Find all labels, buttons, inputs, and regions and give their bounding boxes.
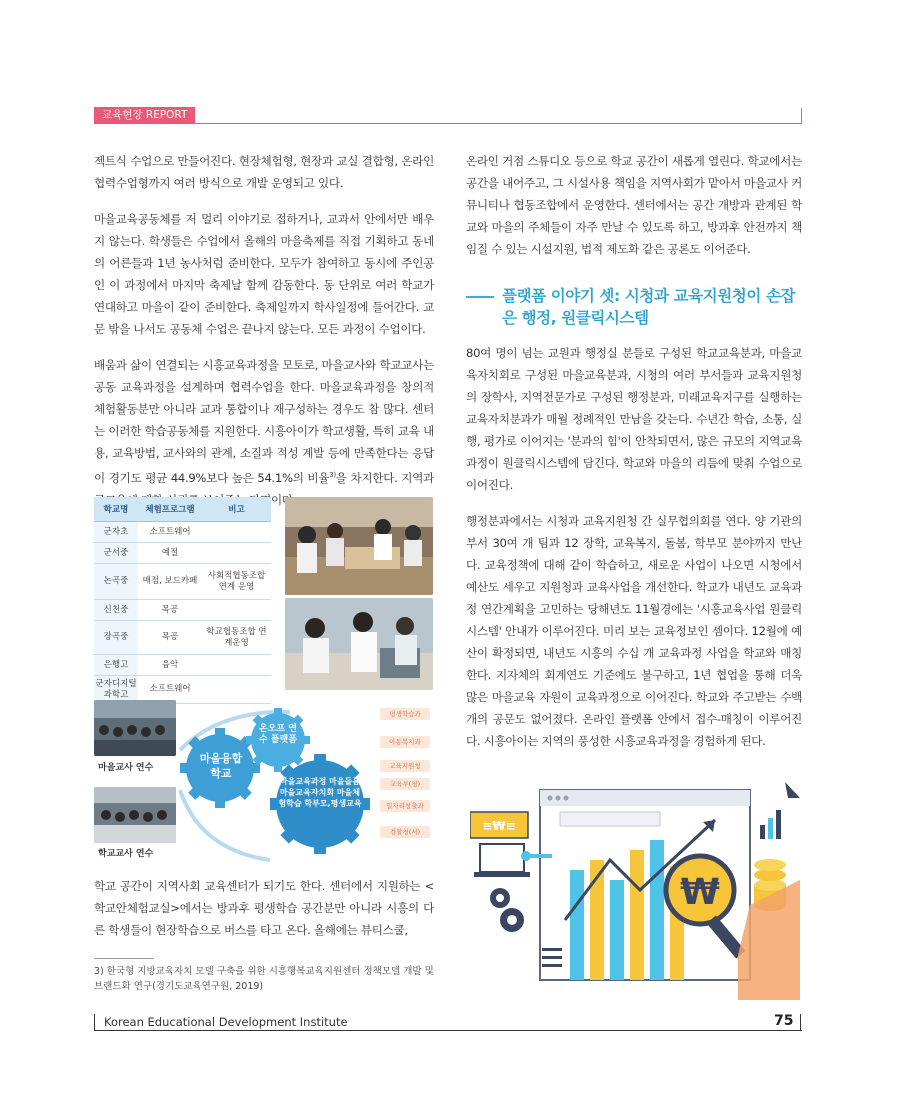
paragraph-text: 배움과 삶이 연결되는 시흥교육과정을 모토로, 마을교사와 학교교사는 공동 교육과정을 설계하며 협력수업을 한다. 마을교육과정을 창의적 체험활동분만 아니라 교과 통합이나 재구성하는 경우도 참 많다. 센터는 이러한 학습공동체를 지원한다. 시흥아이가 학교생활, 특히 교육 내용, 교육방법, 교사와의 관계, 소질과 적성 계발 등에 만족한다는 응답이 경기도 평균 44.9%보다 높은 54.1%의 비율 xyxy=(94,358,434,485)
paragraph: 행정분과에서는 시청과 교육지원청 간 실무협의회를 연다. 양 기관의 부서 30여 개 팀과 12 장학, 교육복지, 돌봄, 학부모 분야까지 만난다. 교육정책에 대해 같이 학습하고, 새로운 사업이 나오면 시청에서 예산도 세우고 지원청과 교육사업을 개선한다. 학교가 내년도 교육과정 연간계획을 고민하는 당해년도 11월경에는 '시흥교육사업 원클릭시스템' 안내가 이루어진다. 미리 보는 교육정보인 셈이다. 12월에 예산이 확정되면, 내년도 시흥의 수십 개 교육과정 사업을 학교와 매칭한다. 지자체의 회계연도 기준에도 불구하고, 1년 협업을 통해 더욱 많은 마을교육 자원이 교육과정으로 이어진다. 학교와 주고받는 수백 개의 공문도 없어졌다. 온라인 플랫폼 안에서 접수-매칭이 이루어진다. 시흥아이는 지역의 풍성한 시흥교육과정을 경험하게 된다. xyxy=(466,514,802,748)
table-row xyxy=(94,543,271,564)
table-row xyxy=(94,600,271,621)
table-cell: 사회적협동조합 연계 운영 xyxy=(202,564,271,600)
paragraph-text-tail: 을 차지한다. 지역과 단면이다. xyxy=(249,470,434,507)
section-title-dash xyxy=(466,296,494,298)
table-cell: 은행고 xyxy=(94,655,138,676)
finance-illustration xyxy=(470,780,810,1010)
gear-bottom-label: 마을교육과정 마을돌봄 마을교육자치회 마을체험학습 학부모,평생교육 xyxy=(278,777,362,808)
program-table xyxy=(94,497,271,704)
table-cell: 음악 xyxy=(138,655,202,676)
table-cell: 군자초 xyxy=(94,522,138,543)
table-cell: 학교협동조합 연계운영 xyxy=(202,621,271,655)
table-cell xyxy=(202,600,271,621)
table-cell xyxy=(202,655,271,676)
village-teacher-caption: 마을교사 연수 xyxy=(98,763,154,773)
agency-tag: 경찰청(서) xyxy=(380,826,430,838)
paragraph: 온라인 거점 스튜디오 등으로 학교 공간이 새롭게 열린다. 학교에서는 공간을 내어주고, 그 시설사용 책임을 지역사회가 맡아서 마을교사 커뮤니티나 협동조합에서 운영한다. 센터에서는 공간 개방과 관계된 학교와 마을의 주체들이 자주 만날 수 있도록 하고, 방과후 안전까지 책임질 수 있는 시설지원, 법적 제도화 같은 공론도 이어준다. xyxy=(466,154,802,256)
table-cell: 목공 xyxy=(138,600,202,621)
table-cell: 매점, 보드카페 xyxy=(138,564,202,600)
gear-icon xyxy=(490,888,524,932)
table-row xyxy=(94,564,271,600)
paragraph: 80여 명이 넘는 교원과 행정실 분들로 구성된 학교교육분과, 마을교육자치회로 구성된 마을교육분과, 시청의 여러 부서들과 교육지원청의 장학사, 지역전문가로 구성된 행정분과, 미래교육지구를 실행하는 교육자치분과가 매월 정례적인 만남을 갖는다. 수년간 학습, 소통, 실행, 평가로 이어지는 '분과의 힘'이 안착되면서, 많은 규모의 지역교육과정이 원클릭시스템에 담긴다. 학교와 마을의 리듬에 맞춰 수업으로 이어진다. xyxy=(466,346,802,492)
paragraph: 학교 공간이 지역사회 교육센터가 되기도 한다. 센터에서 지원하는 <학교안체험교실>에서는 방과후 평생학습 공간분만 아니라 시흥의 다른 학생들이 현장학습으로 버스를 타고 온다. 올해에는 뷰티스쿨, xyxy=(94,879,434,937)
footer-institute: Korean Educational Development Institute xyxy=(104,1015,348,1029)
table-header-cell: 학교명 xyxy=(94,497,138,522)
gear-top-label: 온오프 연수 플랫폼 xyxy=(259,724,297,745)
footer-number-bar xyxy=(800,1014,801,1030)
agency-tag: 평생학습과 xyxy=(380,708,430,720)
footnote: 3) 한국형 지방교육자치 모델 구축을 위한 시흥행복교육지원센터 정책모델 개발 및 브랜드화 연구(경기도교육연구원, 2019) xyxy=(94,966,434,992)
footnote-ref[interactable]: 3) xyxy=(329,471,336,479)
table-cell: 목공 xyxy=(138,621,202,655)
agency-tag: 교육부(청) xyxy=(380,778,430,790)
agency-tag: 아동복지과 xyxy=(380,736,430,748)
page-number: 75 xyxy=(774,1013,794,1029)
section-title-text: 플랫폼 이야기 셋: 시청과 교육지원청이 손잡은 행정, 원클릭시스템 xyxy=(502,287,796,327)
right-column xyxy=(466,150,802,274)
gear-center-label: 마을융합 학교 xyxy=(199,752,243,780)
agency-tag: 교육지원청 xyxy=(380,760,430,772)
left-column xyxy=(94,150,434,525)
table-cell: 군자디지털과학고 xyxy=(94,676,138,704)
footer-bar xyxy=(94,1014,95,1030)
table-row xyxy=(94,522,271,543)
table-cell: 예절 xyxy=(138,543,202,564)
software-photo xyxy=(285,598,433,690)
table-cell: 소프트웨어 xyxy=(138,676,202,704)
header-divider xyxy=(94,123,802,124)
header-divider-tick xyxy=(801,108,802,124)
table-cell: 소프트웨어 xyxy=(138,522,202,543)
woodwork-photo xyxy=(285,497,433,595)
table-cell: 장곡중 xyxy=(94,621,138,655)
won-coin-icon: ₩ xyxy=(680,872,720,913)
table-cell: 논곡중 xyxy=(94,564,138,600)
table-cell: 군서중 xyxy=(94,543,138,564)
footnote-divider xyxy=(94,958,154,959)
footer-divider xyxy=(94,1030,802,1031)
table-row xyxy=(94,621,271,655)
table-header-cell: 비고 xyxy=(202,497,271,522)
table-row xyxy=(94,655,271,676)
paragraph: 마을교육공동체를 저 멀리 이야기로 접하거나, 교과서 안에서만 배우지 않는다. 학생들은 수업에서 올해의 마을축제를 직접 기획하고 동네의 어른들과 1년 농사처럼 준비한다. 모두가 참여하고 동시에 주인공인 이 과정에서 마지막 축제날 함께 감동한다. 동 단위로 여러 학교가 연대하고 마을이 같이 준비한다. 축제일까지 학사일정에 들어간다. 교문 밖을 나서도 공동체 수업은 끝나지 않는다. 모든 과정이 수업이다. xyxy=(94,212,434,336)
table-cell xyxy=(202,522,271,543)
svg-text:≡₩≡: ≡₩≡ xyxy=(482,819,516,833)
table-header-cell: 체험프로그램 xyxy=(138,497,202,522)
right-column-body xyxy=(466,342,802,766)
left-column-bottom xyxy=(94,875,434,955)
paragraph: 젝트식 수업으로 만들어진다. 현장체험형, 현장과 교실 결합형, 온라인 협력수업형까지 여러 방식으로 개발 운영되고 있다. xyxy=(94,154,434,190)
table-cell xyxy=(202,543,271,564)
school-teacher-caption: 학교교사 연수 xyxy=(98,849,154,859)
table-header-row xyxy=(94,497,271,522)
paragraph xyxy=(94,354,434,511)
agency-tag: 일자리창출과 xyxy=(380,800,430,812)
table-cell: 신천중 xyxy=(94,600,138,621)
section-tag: 교육현장 REPORT xyxy=(94,107,195,123)
